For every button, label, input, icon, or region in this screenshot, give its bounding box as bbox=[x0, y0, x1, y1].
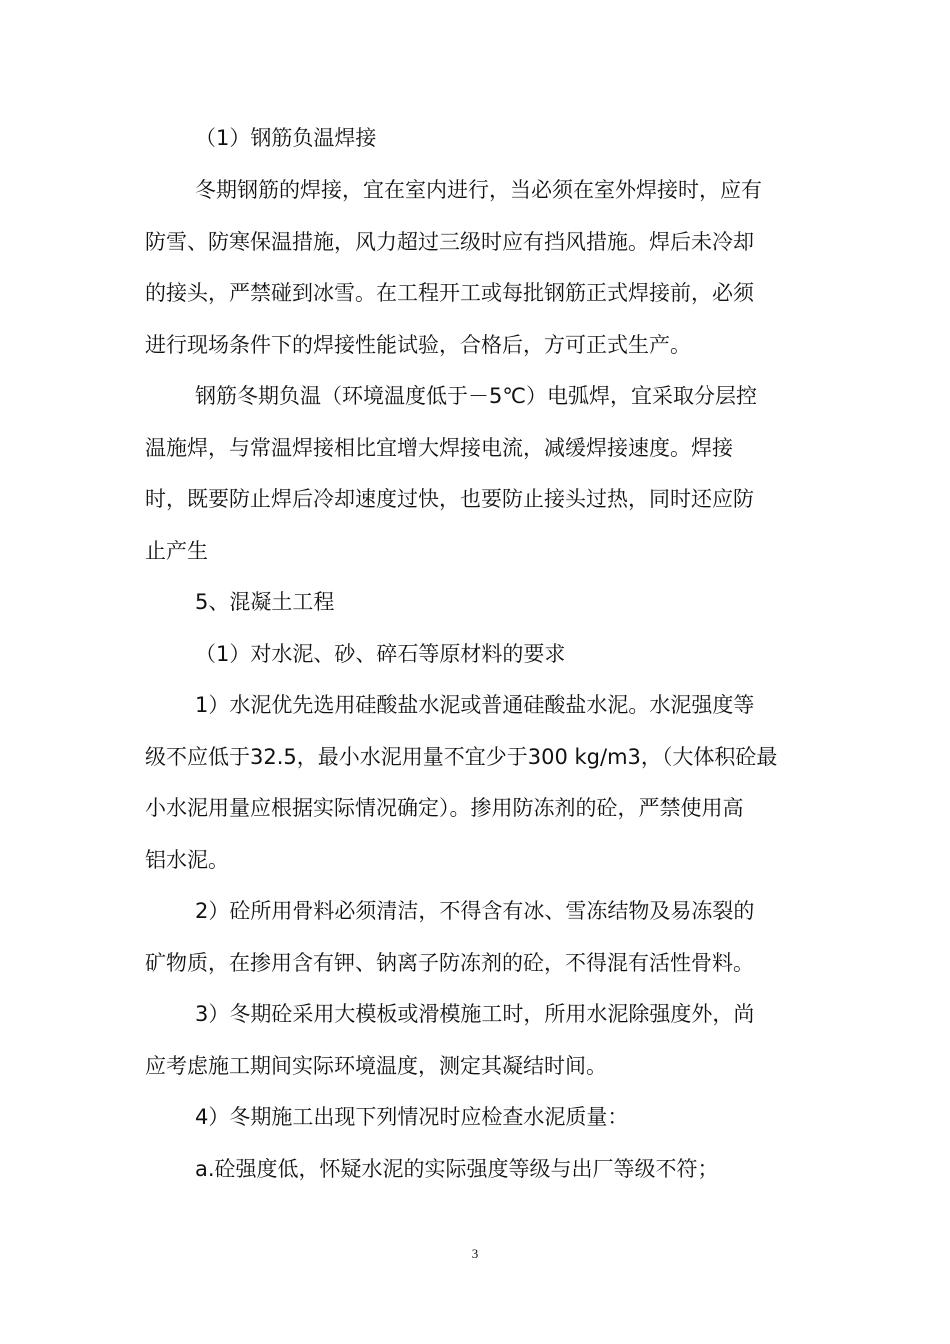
paragraph-line: 级不应低于32.5，最小水泥用量不宜少于300 kg/m3，（大体积砼最 bbox=[145, 745, 778, 769]
section-heading-concrete: 5、混凝土工程 bbox=[195, 590, 335, 614]
paragraph-line: 小水泥用量应根据实际情况确定）。掺用防冻剂的砼，严禁使用高 bbox=[145, 796, 744, 820]
paragraph-line: 钢筋冬期负温（环境温度低于－5℃）电弧焊，宜采取分层控 bbox=[195, 384, 757, 408]
paragraph-line: 时，既要防止焊后冷却速度过快，也要防止接头过热，同时还应防 bbox=[145, 487, 754, 511]
paragraph-line: 应考虑施工期间实际环境温度，测定其凝结时间。 bbox=[145, 1054, 607, 1078]
paragraph-line: 2）砼所用骨料必须清洁，不得含有冰、雪冻结物及易冻裂的 bbox=[195, 899, 755, 923]
paragraph-line: 矿物质，在掺用含有钾、钠离子防冻剂的砼，不得混有活性骨料。 bbox=[145, 951, 754, 975]
page-number: 3 bbox=[471, 1246, 479, 1261]
paragraph-line: 铝水泥。 bbox=[145, 848, 229, 872]
heading-steel-welding: （1）钢筋负温焊接 bbox=[195, 126, 377, 150]
paragraph-line: a.砼强度低，怀疑水泥的实际强度等级与出厂等级不符； bbox=[195, 1157, 719, 1181]
subheading-materials: （1）对水泥、砂、碎石等原材料的要求 bbox=[195, 642, 566, 666]
paragraph-line: 止产生 bbox=[145, 539, 208, 563]
paragraph-line: 进行现场条件下的焊接性能试验，合格后，方可正式生产。 bbox=[145, 333, 691, 357]
paragraph-line: 的接头，严禁碰到冰雪。在工程开工或每批钢筋正式焊接前，必须 bbox=[145, 281, 754, 305]
paragraph-line: 1）水泥优先选用硅酸盐水泥或普通硅酸盐水泥。水泥强度等 bbox=[195, 693, 755, 717]
paragraph-line: 4）冬期施工出现下列情况时应检查水泥质量： bbox=[195, 1105, 629, 1129]
paragraph-line: 温施焊，与常温焊接相比宜增大焊接电流，减缓焊接速度。焊接 bbox=[145, 436, 733, 460]
paragraph-line: 防雪、防寒保温措施，风力超过三级时应有挡风措施。焊后未冷却 bbox=[145, 230, 754, 254]
paragraph-line: 冬期钢筋的焊接，宜在室内进行，当必须在室外焊接时，应有 bbox=[195, 178, 762, 202]
paragraph-line: 3）冬期砼采用大模板或滑模施工时，所用水泥除强度外，尚 bbox=[195, 1002, 755, 1026]
